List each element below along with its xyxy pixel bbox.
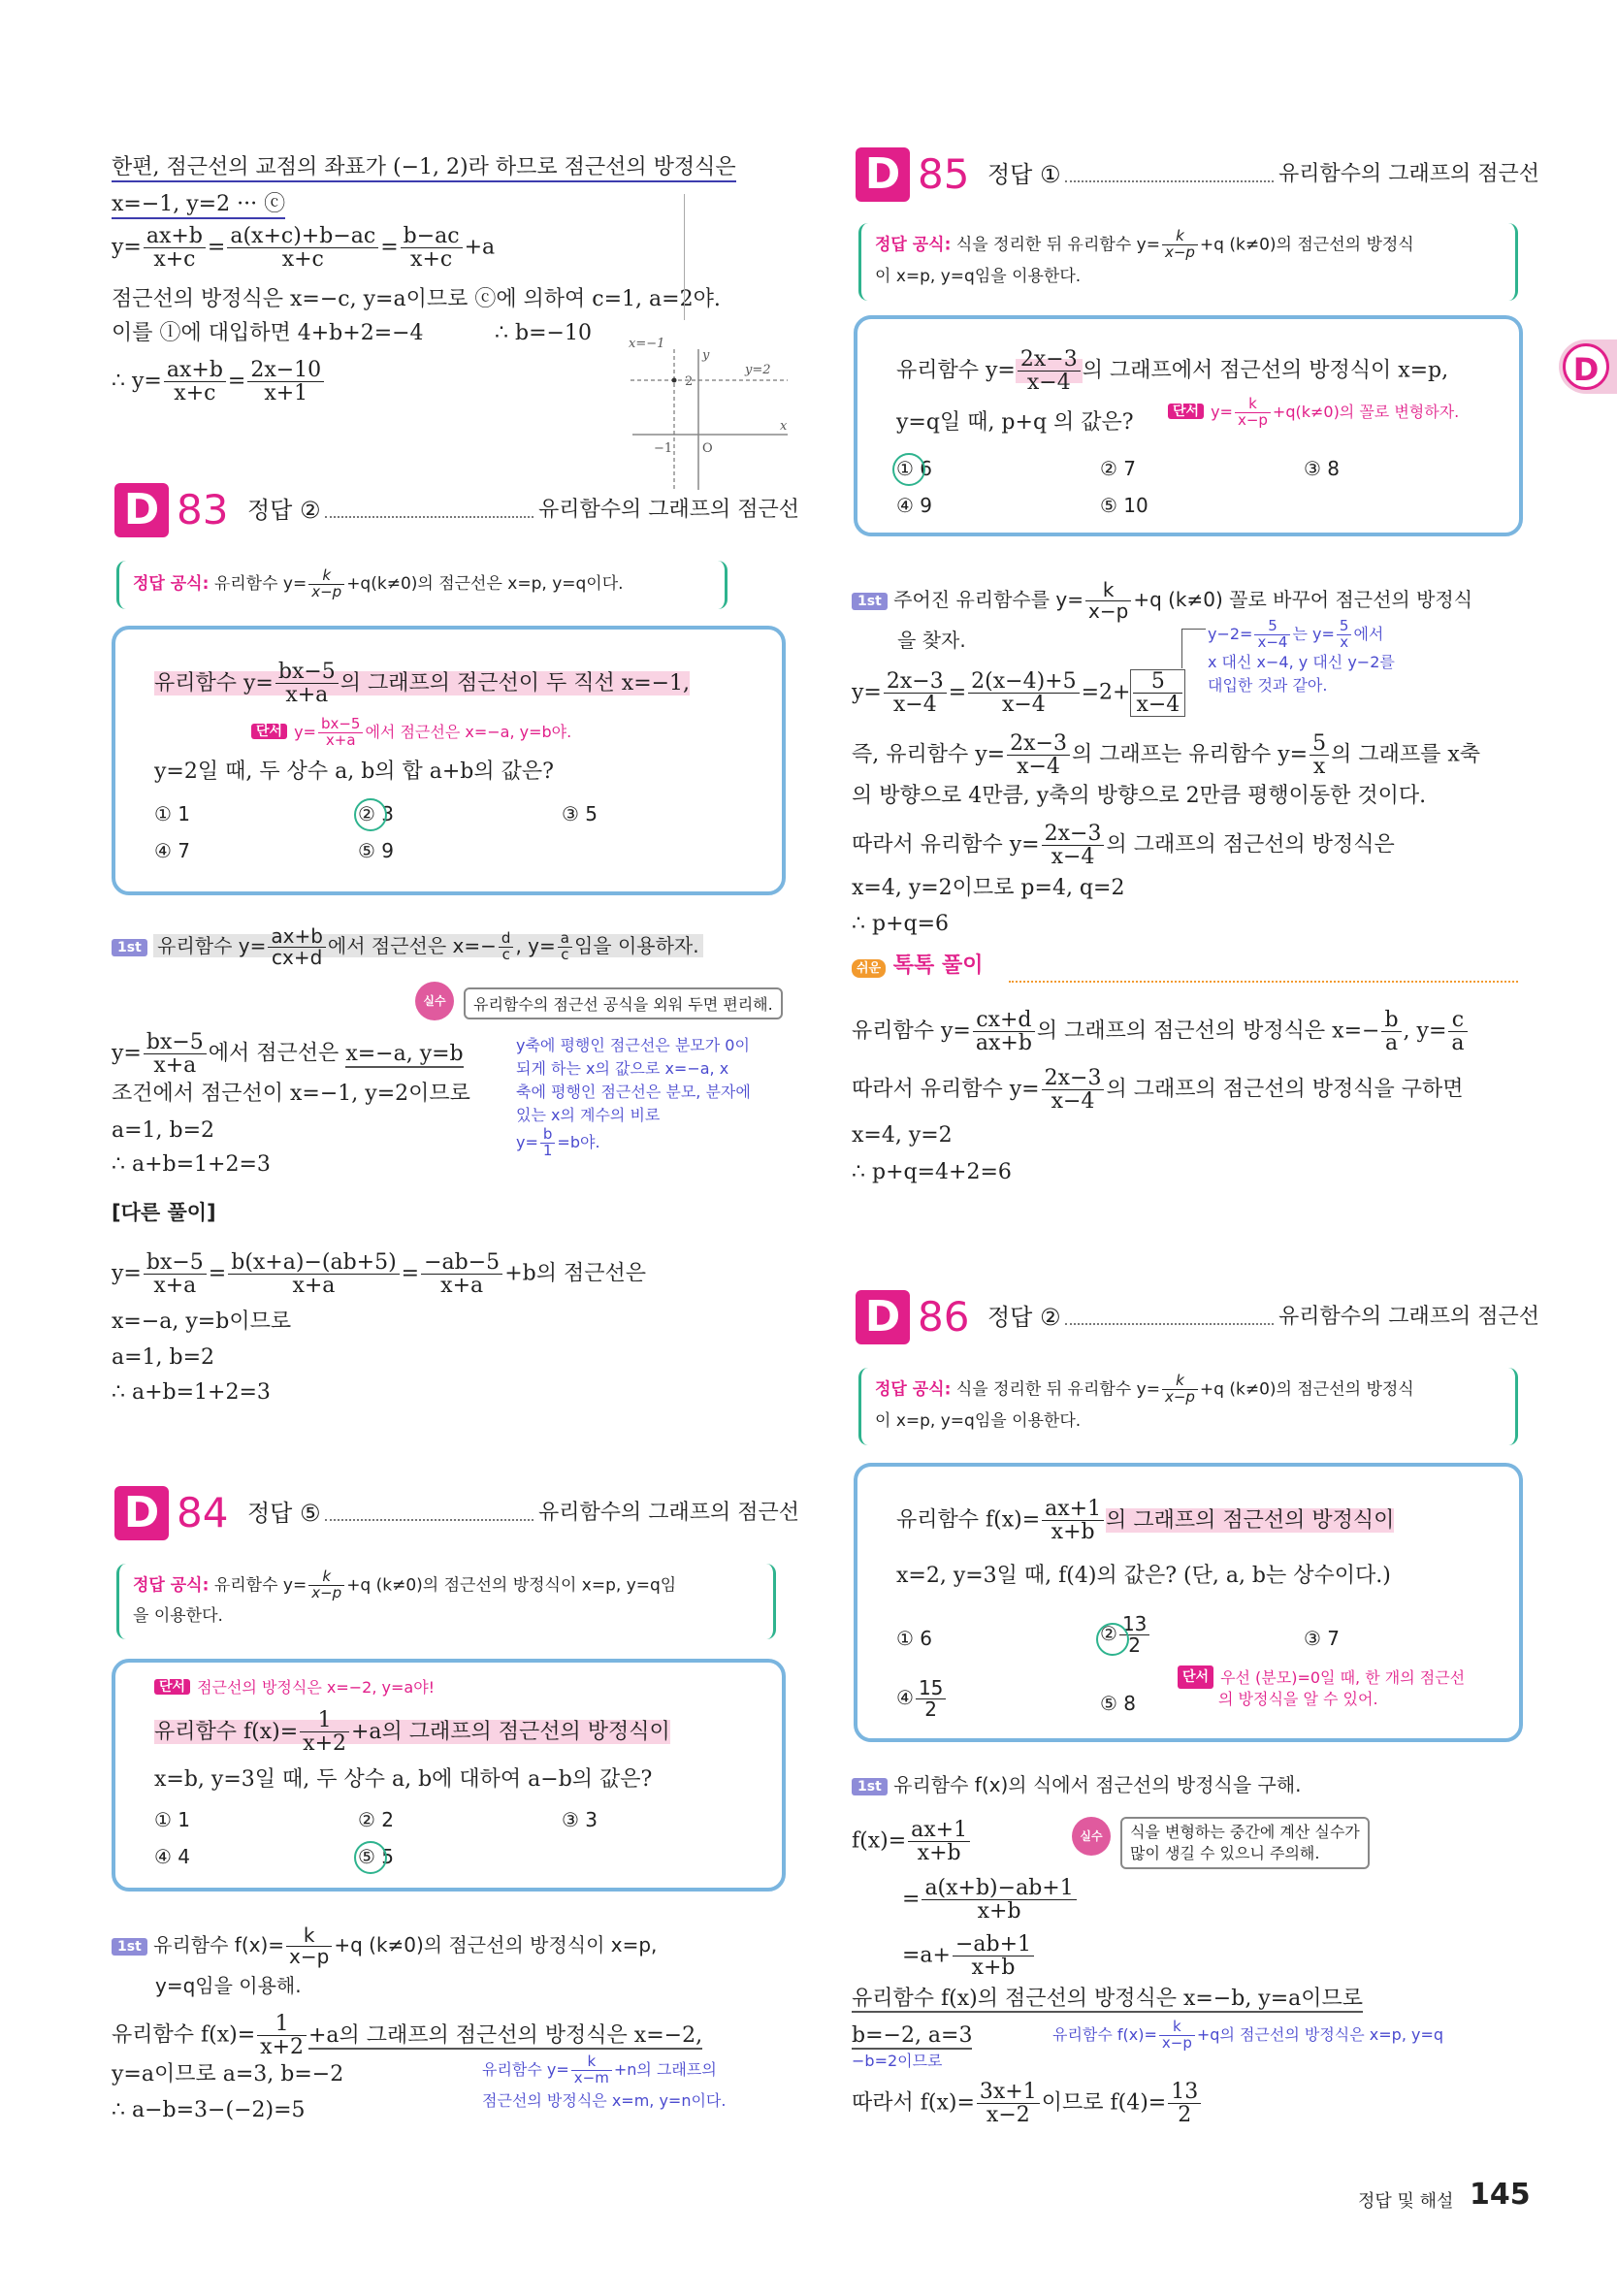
d83-formula: 정답 공식: 유리함수 y= $\frac{k}{x-p}$ +q(k≠0)의 점근선은 x=p, y=q이다.	[116, 561, 728, 609]
d85-side-note: y−2= $\frac{5}{x-4}$ 는 y= $\frac{5}{x}$ 에서 x 대신 x−4, y 대신 y−2를 대입한 것과 같아.	[1208, 617, 1395, 695]
d85-answer: 정답 ①	[987, 161, 1061, 188]
top-line2: x=−1, y=2 ··· ⓒ	[112, 194, 285, 215]
d85-note-pointer	[1181, 629, 1206, 668]
d84-option-3[interactable]: ③ 3	[562, 1808, 598, 1831]
d84-clue: 단서 점근선의 방정식은 x=−2, y=a야!	[154, 1676, 435, 1698]
d83-option-1[interactable]: ① 1	[154, 802, 191, 825]
d83-alt-line1: y= $\frac{bx-5}{x+a}$ = $\frac{b(x+a)-(ab+5)}{x+a}$ = $\frac{-ab-5}{x+a}$ +b의 점근선은	[112, 1250, 646, 1299]
d85-badge: D	[856, 147, 910, 202]
d83-tip: 유리함수의 점근선 공식을 외워 두면 편리해.	[464, 987, 783, 1019]
d85-topic: 유리함수의 그래프의 점근선	[1278, 162, 1540, 186]
graph-ytick: 2	[685, 374, 694, 389]
top-line4: 점근선의 방정식은 x=−c, y=a이므로 ⓒ에 의하여 c=1, a=2야.	[112, 287, 721, 311]
graph-pointer-line	[684, 194, 685, 320]
d84-sol-line1: 유리함수 f(x)= $\frac{1}{x+2}$ +a의 그래프의 점근선의 방정식은 x=−2,	[112, 2012, 703, 2060]
d85-quick-divider	[1009, 975, 1518, 983]
d86-sol-line3: =a+ $\frac{-ab+1}{x+b}$	[902, 1933, 1036, 1979]
d84-number: 84	[177, 1489, 229, 1536]
d83-alt-line2: x=−a, y=b이므로	[112, 1310, 292, 1334]
d86-tip: 식을 변형하는 중간에 계산 실수가 많이 생길 수 있으니 주의해.	[1120, 1817, 1370, 1869]
d86-side-note2: −b=2이므로	[852, 2052, 943, 2070]
d84-option-2[interactable]: ② 2	[358, 1808, 395, 1831]
d83-question-line1: 유리함수 y= $\frac{bx-5}{x+a}$ 의 그래프의 점근선이 두 직선 x=−1,	[154, 660, 691, 708]
d83-topic: 유리함수의 그래프의 점근선	[538, 498, 800, 522]
d85-quick-line1: 유리함수 y= $\frac{cx+d}{ax+b}$ 의 그래프의 점근선의 방정식은 x=− $\frac{b}{a}$ , y= $\frac{c}{a}$	[852, 1009, 1470, 1054]
d85-sol-line2: 즉, 유리함수 y= $\frac{2x-3}{x-4}$ 의 그래프는 유리함수 y= $\frac{5}{x}$ 의 그래프를 x축	[852, 731, 1480, 780]
d83-alt-line3: a=1, b=2	[112, 1345, 215, 1370]
d86-answer: 정답 ②	[987, 1304, 1061, 1331]
d85-question-line2: y=q일 때, p+q 의 값은?	[896, 410, 1134, 435]
d86-topic: 유리함수의 그래프의 점근선	[1278, 1305, 1540, 1329]
d83-sol-line1: y= $\frac{bx-5}{x+a}$ 에서 점근선은 x=−a, y=b	[112, 1030, 464, 1079]
d86-option-4[interactable]: ④ $\frac{15}{2}$	[896, 1678, 948, 1720]
top-equation: y= $\frac{ax+b}{x+c}$ = $\frac{a(x+c)+b-ac}{x+c}$ = $\frac{b-ac}{x+c}$ +a	[112, 224, 496, 273]
d83-option-2[interactable]: ② 3	[358, 802, 394, 825]
d86-side-note: 유리함수 f(x)= $\frac{k}{x-p}$ +q의 점근선의 방정식은 x=p, y=q	[1052, 2018, 1444, 2052]
d83-sol-line4: ∴ a+b=1+2=3	[112, 1152, 271, 1177]
d86-badge: D	[856, 1290, 910, 1344]
d85-number: 85	[918, 150, 970, 198]
d85-sol-line4: 따라서 유리함수 y= $\frac{2x-3}{x-4}$ 의 그래프의 점근선의 방정식은	[852, 822, 1395, 870]
d85-formula: 정답 공식: 식을 정리한 뒤 유리함수 y= $\frac{k}{x-p}$ +q (k≠0)의 점근선의 방정식 이 x=p, y=q임을 이용한다.	[858, 223, 1518, 301]
d86-option-1[interactable]: ① 6	[896, 1627, 933, 1650]
graph-xaxis: x	[780, 419, 788, 434]
d84-problem-box	[112, 1659, 786, 1892]
top-line1: 한편, 점근선의 교점의 좌표가 (−1, 2)라 하므로 점근선의 방정식은	[112, 157, 736, 178]
d86-sol-line2: = $\frac{a(x+b)-ab+1}{x+b}$	[902, 1877, 1079, 1923]
d83-first-step: 1st 유리함수 y= $\frac{ax+b}{cx+d}$ 에서 점근선은 x=− $\frac{d}{c}$ , y= $\frac{a}{c}$ 임을 이용하자.	[112, 926, 703, 968]
d86-question-line1: 유리함수 f(x)= $\frac{ax+1}{x+b}$ 의 그래프의 점근선의 방정식이	[896, 1497, 1395, 1545]
d83-option-3[interactable]: ③ 5	[562, 802, 598, 825]
d84-option-1[interactable]: ① 1	[154, 1808, 191, 1831]
d85-option-5[interactable]: ⑤ 10	[1100, 494, 1148, 517]
d85-sol-line3: 의 방향으로 4만큼, y축의 방향으로 2만큼 평행이동한 것이다.	[852, 784, 1427, 808]
d86-sol-line6: 따라서 f(x)= $\frac{3x+1}{x-2}$ 이므로 f(4)= $\frac{13}{2}$	[852, 2081, 1203, 2126]
d83-tip-icon: 실수	[415, 982, 454, 1020]
d85-quick-line2: 따라서 유리함수 y= $\frac{2x-3}{x-4}$ 의 그래프의 점근선의 방정식을 구하면	[852, 1066, 1464, 1115]
d86-sol-line5: b=−2, a=3	[852, 2023, 973, 2048]
asymptote-graph	[621, 320, 795, 495]
d86-problem-box	[854, 1463, 1523, 1742]
d86-first-step: 1st 유리함수 f(x)의 식에서 점근선의 방정식을 구해.	[852, 1775, 1302, 1795]
d84-option-5[interactable]: ⑤ 5	[358, 1845, 394, 1868]
d85-quick-line4: ∴ p+q=4+2=6	[852, 1160, 1012, 1184]
d85-sol-line6: ∴ p+q=6	[852, 912, 950, 936]
chapter-side-tab[interactable]: D	[1559, 340, 1617, 394]
d85-option-1[interactable]: ① 6	[896, 457, 932, 480]
d86-number: 86	[918, 1293, 970, 1341]
d85-question-line1: 유리함수 y= $\frac{2x-3}{x-4}$ 의 그래프에서 점근선의 방정식이 x=p,	[896, 347, 1449, 396]
d84-answer: 정답 ⑤	[247, 1500, 321, 1527]
d84-side-note: 유리함수 y= $\frac{k}{x-m}$ +n의 그래프의 점근선의 방정식은 x=m, y=n이다.	[482, 2053, 727, 2110]
d85-first-step-line2: 을 찾자.	[897, 629, 966, 652]
d85-option-3[interactable]: ③ 8	[1304, 457, 1341, 480]
d86-tip-icon: 실수	[1072, 1817, 1111, 1856]
d85-dots	[1065, 180, 1274, 182]
d86-question-line2: x=2, y=3일 때, f(4)의 값은? (단, a, b는 상수이다.)	[896, 1564, 1391, 1588]
graph-yeq: y=2	[745, 363, 771, 377]
d83-answer: 정답 ②	[247, 497, 321, 524]
d86-sol-line4: 유리함수 f(x)의 점근선의 방정식은 x=−b, y=a이므로	[852, 1987, 1364, 2011]
d85-option-2[interactable]: ② 7	[1100, 457, 1137, 480]
d85-sol-line1: y= $\frac{2x-3}{x-4}$ = $\frac{2(x-4)+5}{x-4}$ =2+ $\frac{5}{x-4}$	[852, 669, 1185, 717]
top-line5b: ∴ b=−10	[495, 321, 592, 345]
d83-option-4[interactable]: ④ 7	[154, 839, 191, 862]
d85-quick-title: 쉬운 톡톡 풀이	[852, 955, 983, 978]
d85-first-step: 1st 주어진 유리함수를 y= $\frac{k}{x-p}$ +q (k≠0) 꼴로 바꾸어 점근선의 방정식	[852, 580, 1472, 622]
d84-first-step-line2: y=q임을 이용해.	[155, 1974, 302, 1997]
d83-badge: D	[114, 483, 169, 537]
d84-dots	[325, 1519, 534, 1521]
graph-yaxis: y	[702, 348, 710, 363]
page-number: 145	[1470, 2178, 1531, 2212]
d84-sol-line2: y=a이므로 a=3, b=−2	[112, 2062, 344, 2086]
d83-option-5[interactable]: ⑤ 9	[358, 839, 395, 862]
graph-origin: O	[702, 441, 713, 456]
d85-clue: 단서 y= $\frac{k}{x-p}$ +q(k≠0)의 꼴로 변형하자.	[1168, 397, 1459, 429]
footer-label: 정답 및 해설	[1358, 2191, 1454, 2212]
d86-option-5[interactable]: ⑤ 8	[1100, 1692, 1137, 1715]
d86-dots	[1065, 1323, 1274, 1325]
d85-problem-box	[854, 315, 1523, 536]
quick-icon: 쉬운	[852, 959, 886, 978]
graph-xtick: −1	[654, 441, 673, 456]
d83-question-line3: y=2일 때, 두 상수 a, b의 합 a+b의 값은?	[154, 760, 554, 784]
graph-xeq: x=−1	[629, 337, 665, 351]
d86-clue: 단서 우선 (분모)=0일 때, 한 개의 점근선 의 방정식을 알 수 있어.	[1178, 1665, 1465, 1710]
top-line5a: 이를 ⓛ에 대입하면 4+b+2=−4	[112, 321, 424, 345]
d83-side-note: y축에 평행인 점근선은 분모가 0이 되게 하는 x의 값으로 x=−a, x 축에 평행인 점근선은 분모, 분자에 있는 x의 계수의 비로 y= $\frac{b}{1}$ =b야.	[516, 1036, 751, 1159]
d83-alt-title: [다른 풀이]	[112, 1201, 216, 1224]
d84-sol-line3: ∴ a−b=3−(−2)=5	[112, 2098, 306, 2122]
d85-sol-line5: x=4, y=2이므로 p=4, q=2	[852, 876, 1125, 900]
d86-option-3[interactable]: ③ 7	[1304, 1627, 1341, 1650]
d83-clue: 단서 y= $\frac{bx-5}{x+a}$ 에서 점근선은 x=−a, y=b야.	[251, 717, 571, 749]
d84-question-line1: 유리함수 f(x)= $\frac{1}{x+2}$ +a의 그래프의 점근선의 방정식이	[154, 1708, 670, 1757]
d84-first-step: 1st 유리함수 f(x)= $\frac{k}{x-p}$ +q (k≠0)의 점근선의 방정식이 x=p,	[112, 1925, 657, 1967]
top-line6: ∴ y= $\frac{ax+b}{x+c}$ = $\frac{2x-10}{x+1}$	[112, 359, 326, 404]
d84-topic: 유리함수의 그래프의 점근선	[538, 1501, 800, 1525]
d83-number: 83	[177, 486, 229, 534]
d86-option-2[interactable]: ② $\frac{13}{2}$	[1100, 1614, 1151, 1656]
d86-formula: 정답 공식: 식을 정리한 뒤 유리함수 y= $\frac{k}{x-p}$ +q (k≠0)의 점근선의 방정식 이 x=p, y=q임을 이용한다.	[858, 1368, 1518, 1445]
d83-problem-box	[112, 626, 786, 895]
d86-sol-line1: f(x)= $\frac{ax+1}{x+b}$	[852, 1819, 972, 1864]
d83-sol-line2: 조건에서 점근선이 x=−1, y=2이므로	[112, 1082, 470, 1106]
d84-formula: 정답 공식: 유리함수 y= $\frac{k}{x-p}$ +q (k≠0)의 점근선의 방정식이 x=p, y=q임 을 이용한다.	[116, 1564, 776, 1639]
d83-sol-line3: a=1, b=2	[112, 1118, 215, 1143]
d84-question-line2: x=b, y=3일 때, 두 상수 a, b에 대하여 a−b의 값은?	[154, 1767, 653, 1792]
d83-dots	[325, 516, 534, 518]
d85-quick-line3: x=4, y=2	[852, 1123, 953, 1148]
d84-option-4[interactable]: ④ 4	[154, 1845, 191, 1868]
d85-option-4[interactable]: ④ 9	[896, 494, 933, 517]
d84-badge: D	[114, 1486, 169, 1540]
d83-alt-line4: ∴ a+b=1+2=3	[112, 1380, 271, 1405]
